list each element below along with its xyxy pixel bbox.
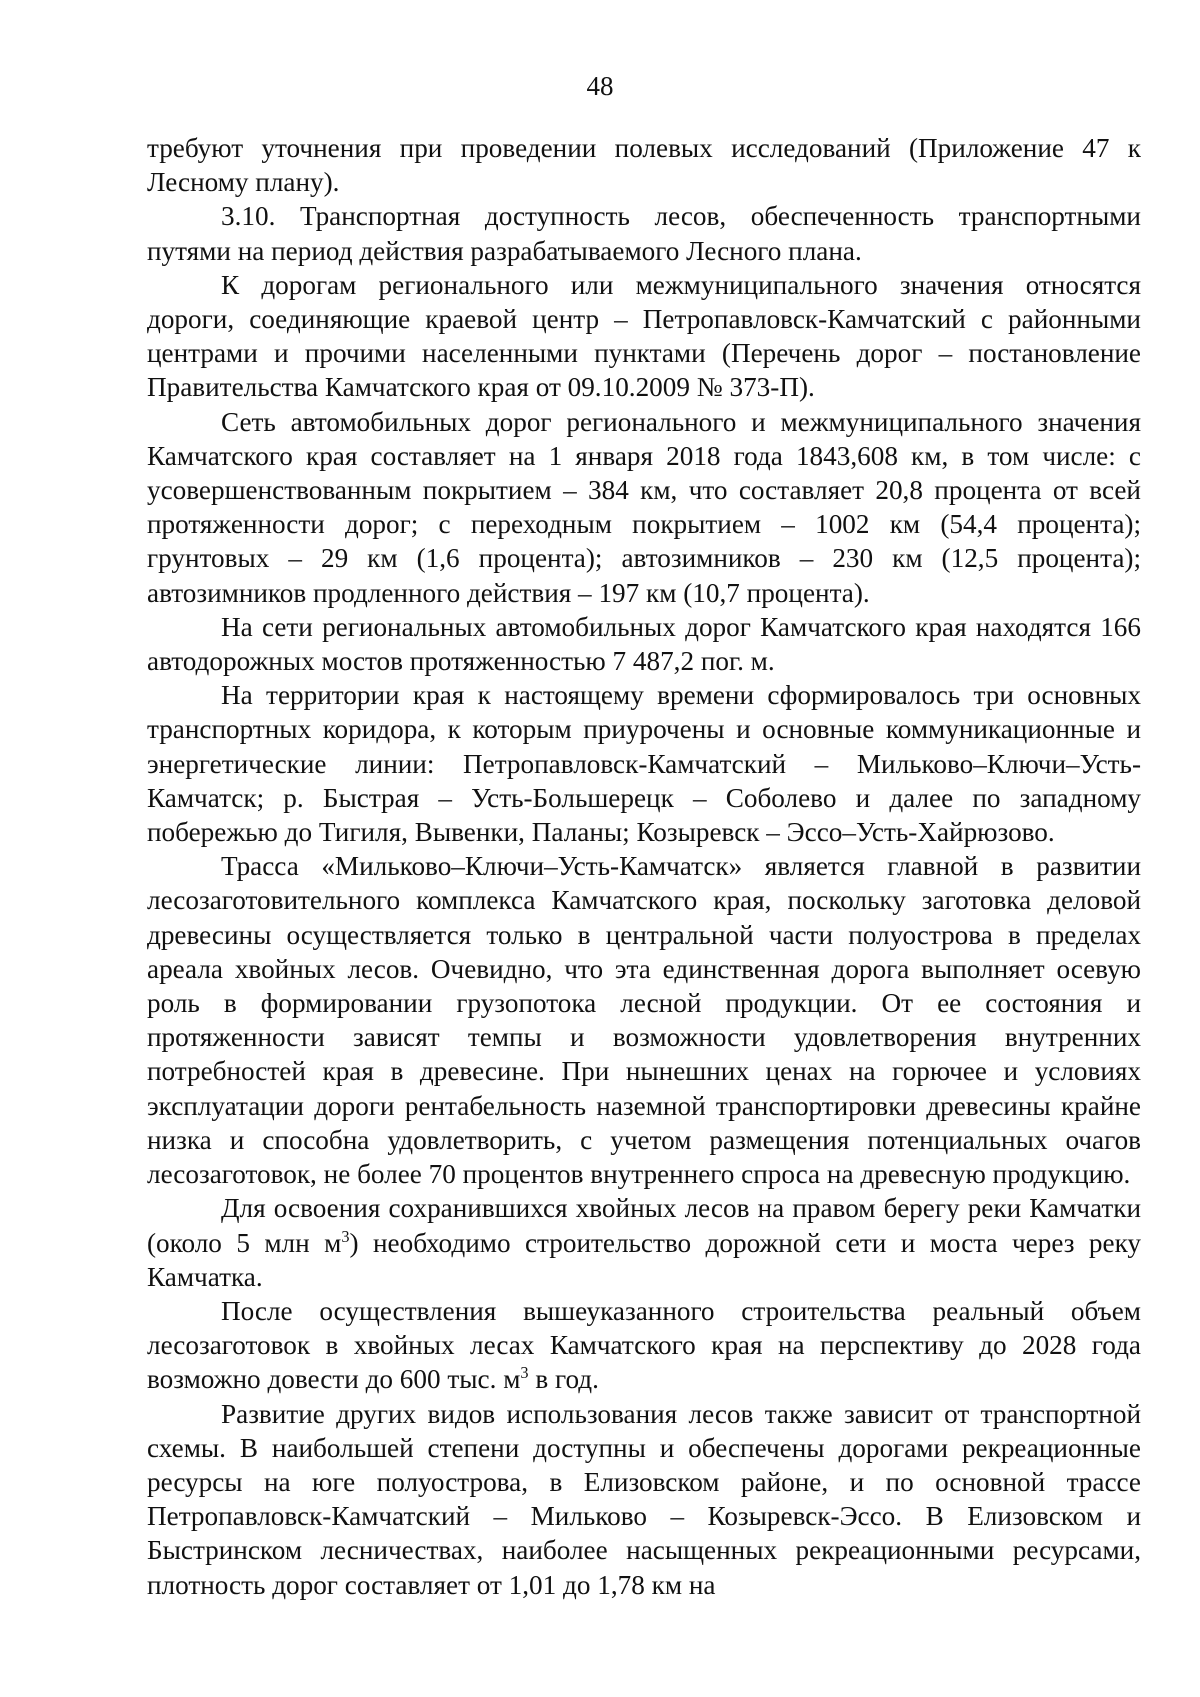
text-segment: После осуществления вышеуказанного строительства реальный объем лесозаготовок в хвойных лесах Камчатского края на перспективу до 2028 года возможно довести до 600 тыс. м [147, 1295, 1141, 1395]
superscript: 3 [520, 1363, 529, 1383]
page-number: 48 [586, 71, 614, 101]
paragraph-main-route: Трасса «Мильково–Ключи–Усть-Камчатск» является главной в развитии лесозаготовительного комплекса Камчатского края, поскольку заготовка деловой древесины осуществляется только в центральной части полуострова в пределах ареала хвойных лесов. Очевидно, что эта единственная дорога выполняет осевую роль в формировании грузопотока лесной продукции. От ее состояния и протяженности зависят темпы и возможности удовлетворения внутренних потребностей края в древесине. При нынешних ценах на горючее и условиях эксплуатации дороги рентабельность наземной транспортировки древесины крайне низка и способна удовлетворить, с учетом размещения потенциальных очагов лесозаготовок, не более 70 процентов внутреннего спроса на древесную продукцию. [147, 851, 1141, 1190]
text-segment: в год. [528, 1364, 599, 1395]
paragraph-regional-roads: К дорогам регионального или межмуниципального значения относятся дороги, соединяющие краевой центр – Петропавловск-Камчатский с районными центрами и прочими населенными пунктами (Перечень дорог – постановление Правительства Камчатского края от 09.10.2009 № 373-П). [147, 269, 1141, 403]
text-segment: ) необходимо строительство дорожной сети и моста через реку Камчатка. [147, 1227, 1141, 1292]
paragraph-road-network: Сеть автомобильных дорог регионального и межмуниципального значения Камчатского края составляет на 1 января 2018 года 1843,608 км, в том числе: с усовершенствованным покрытием – 384 км, что составляет 20,8 процента от всей протяженности дорог; с переходным покрытием – 1002 км (54,4 процента); грунтовых – 29 км (1,6 процента); автозимников – 230 км (12,5 процента); автозимников продленного действия – 197 км (10,7 процента). [147, 406, 1141, 608]
paragraph-recreation-resources: Развитие других видов использования лесов также зависит от транспортной схемы. В наибольшей степени доступны и обеспечены дорогами рекреационные ресурсы на юге полуострова, в Елизовском районе, и по основной трассе Петропавловск-Камчатский – Мильково – Козыревск-Эссо. В Елизовском и Быстринском лесничествах, наиболее насыщенных рекреационными ресурсами, плотность дорог составляет от 1,01 до 1,78 км на [147, 1398, 1141, 1600]
superscript: 3 [341, 1226, 350, 1246]
paragraph-transport-corridors: На территории края к настоящему времени сформировалось три основных транспортных коридора, к которым приурочены и основные коммуникационные и энергетические линии: Петропавловск-Камчатский – Мильково–Ключи–Усть-Камчатск; р. Быстрая – Усть-Большерецк – Соболево и далее по западному побережью до Тигиля, Вывенки, Паланы; Козыревск – Эссо–Усть-Хайрюзово. [147, 680, 1141, 848]
text-segment: Для освоения сохранившихся хвойных лесов на правом берегу реки Камчатки (около 5 млн м [147, 1193, 1141, 1258]
paragraph-bridges: На сети региональных автомобильных дорог Камчатского края находятся 166 автодорожных мостов протяженностью 7 487,2 пог. м. [147, 611, 1141, 677]
paragraph-coniferous-forests [147, 1191, 1141, 1294]
section-heading-3-10: 3.10. Транспортная доступность лесов, обеспеченность транспортными путями на период действия разрабатываемого Лесного плана. [147, 201, 1141, 266]
document-body [147, 131, 1141, 1602]
paragraph-continuation: требуют уточнения при проведении полевых исследований (Приложение 47 к Лесному плану). [147, 133, 1141, 198]
paragraph-harvest-volume [147, 1294, 1141, 1397]
